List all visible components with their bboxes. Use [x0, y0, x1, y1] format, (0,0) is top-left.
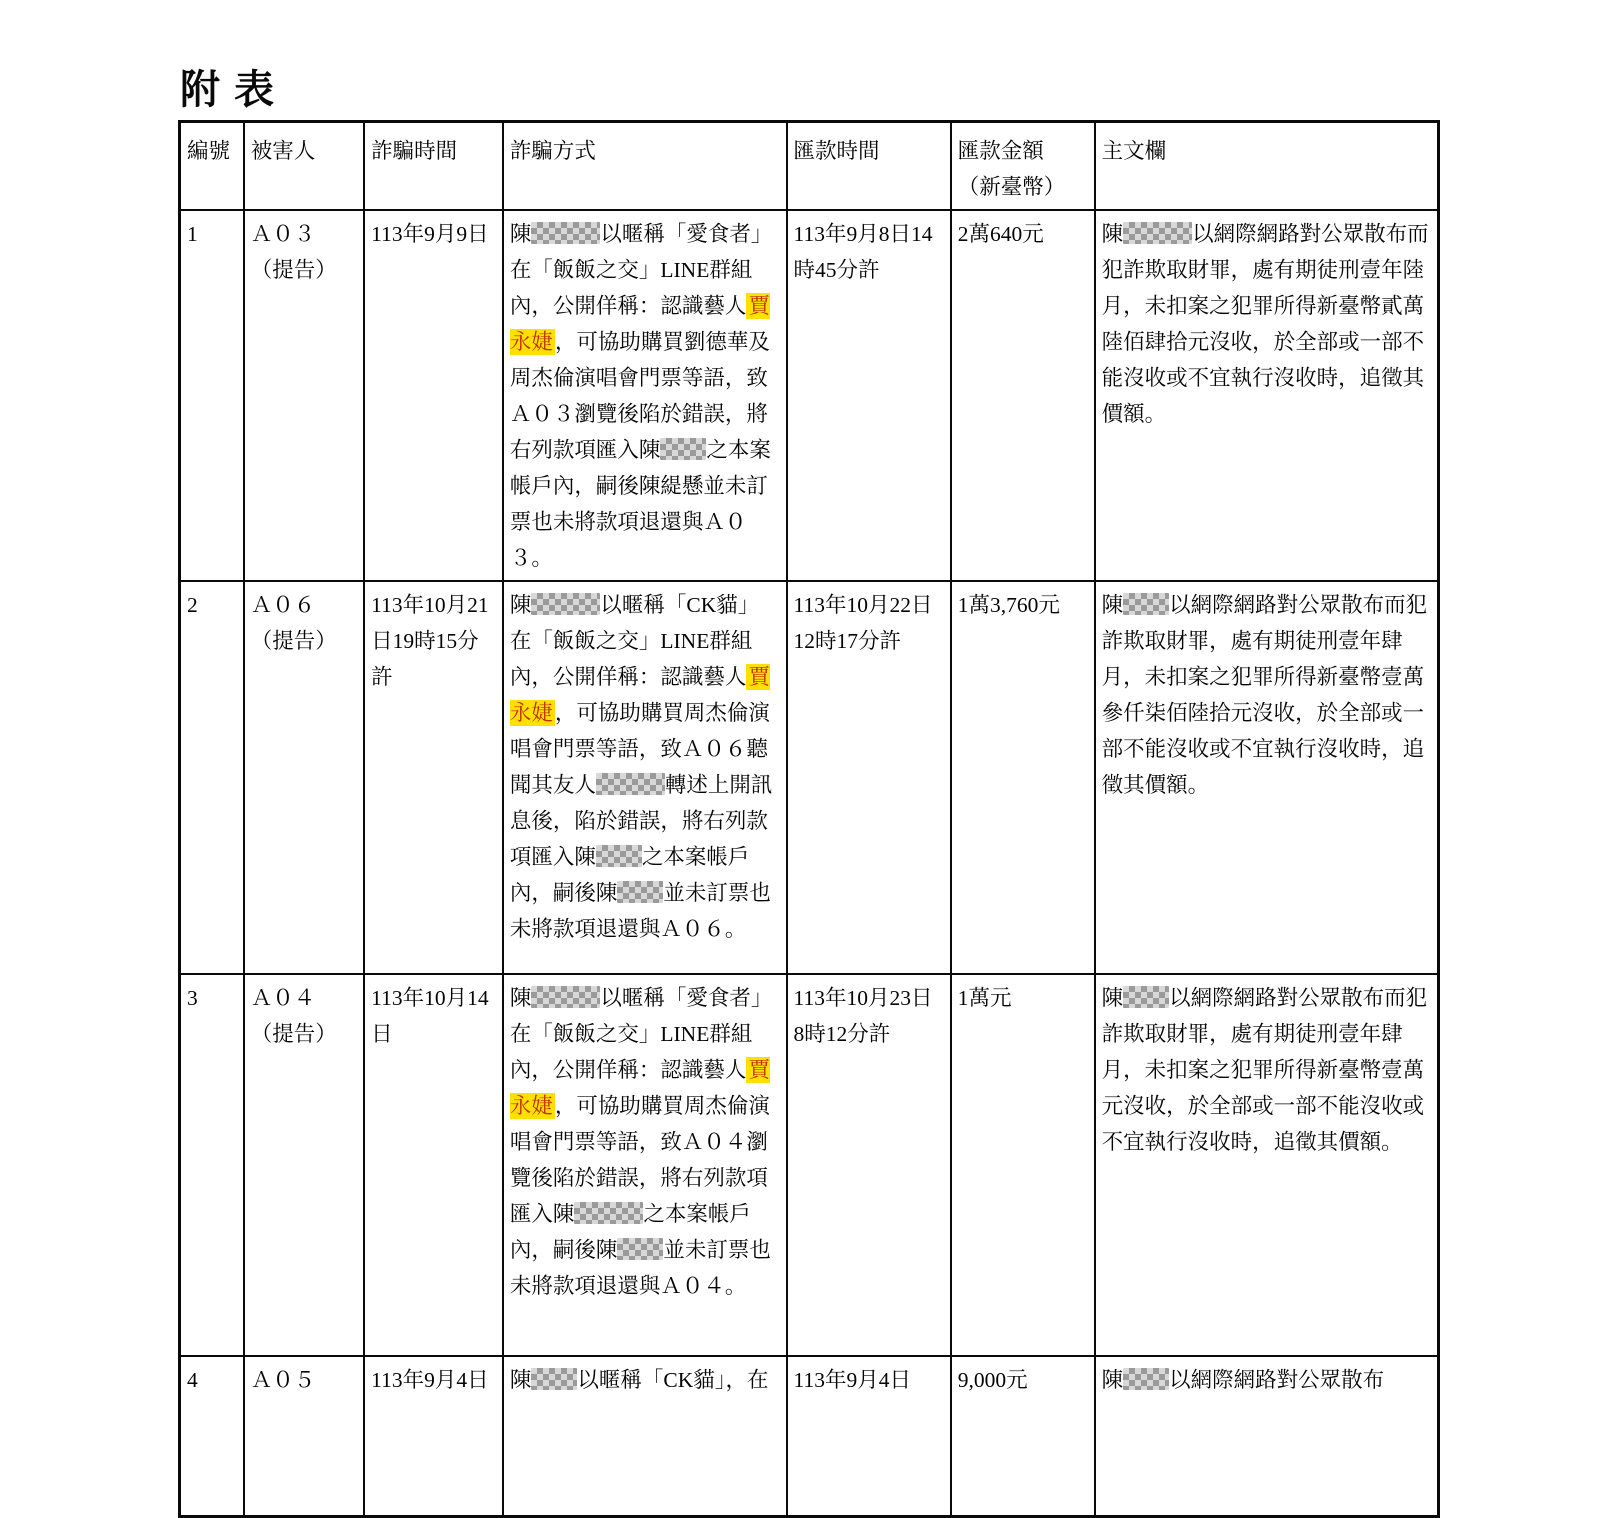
- redacted-name-block: [1123, 222, 1192, 244]
- text-segment: 陳: [509, 986, 532, 1010]
- cell-fraud-time: 113年10月14日: [364, 974, 503, 1356]
- text-segment: 轉述上開訊息後，陷於錯誤，將右列款項匯入陳: [509, 773, 773, 869]
- highlighted-name: 賈永婕: [509, 665, 770, 725]
- header-remit-time: 匯款時間: [787, 122, 951, 211]
- text-segment: 之本案帳戶內，嗣後陳: [509, 845, 750, 905]
- header-num: 編號: [180, 122, 244, 211]
- text-segment: 以暱稱「CK貓」，在: [577, 1368, 769, 1392]
- victim-label: （提告）: [250, 629, 337, 653]
- cell-method: [503, 1356, 787, 1516]
- cell-verdict: [1095, 210, 1439, 581]
- cell-verdict: [1095, 1356, 1439, 1516]
- text-segment: 以網際網路對公眾散布而犯詐欺取財罪，處有期徒刑壹年陸月，未扣案之犯罪所得新臺幣貳萬陸佰肆拾元沒收，於全部或一部不能沒收或不宜執行沒收時，追徵其價額。: [1101, 222, 1429, 426]
- cell-num: 3: [180, 974, 244, 1356]
- text-segment: ，可協助購買劉德華及周杰倫演唱會門票等語，致Ａ０３瀏覽後陷於錯誤，將右列款項匯入陳: [509, 330, 770, 462]
- text-segment: 陳: [1101, 1368, 1124, 1392]
- table-row: [180, 1356, 1439, 1516]
- victim-label: Ａ０３: [250, 222, 316, 246]
- redacted-name-block: [531, 222, 600, 244]
- cell-num: 1: [180, 210, 244, 581]
- header-fraud-time: 詐騙時間: [364, 122, 503, 211]
- cell-fraud-time: 113年10月21日19時15分許: [364, 581, 503, 974]
- text-segment: 以網際網路對公眾散布而犯詐欺取財罪，處有期徒刑壹年肆月，未扣案之犯罪所得新臺幣壹萬參仟柒佰陸拾元沒收，於全部或一部不能沒收或不宜執行沒收時，追徵其價額。: [1101, 593, 1428, 797]
- header-victim: 被害人: [244, 122, 364, 211]
- cell-amount: 1萬3,760元: [951, 581, 1095, 974]
- redacted-name-block: [531, 1368, 577, 1390]
- text-segment: ，可協助購買周杰倫演唱會門票等語，致Ａ０６聽聞其友人: [509, 701, 770, 797]
- victim-label: Ａ０５: [250, 1368, 316, 1392]
- text-segment: 陳: [1101, 222, 1124, 246]
- table-row: [180, 974, 1439, 1356]
- victim-label: Ａ０４: [250, 986, 316, 1010]
- table-header-row: [180, 122, 1439, 211]
- text-segment: 陳: [509, 593, 532, 617]
- redacted-name-block: [574, 1202, 643, 1224]
- highlighted-name: 賈永婕: [509, 1058, 770, 1118]
- text-segment: 之本案帳戶內，嗣後陳: [509, 1202, 751, 1262]
- redacted-name-block: [1123, 593, 1169, 615]
- redacted-name-block: [596, 773, 665, 795]
- text-segment: 以暱稱「愛食者」在「飯飯之交」LINE群組內，公開佯稱：認識藝人: [509, 222, 773, 318]
- text-segment: 陳: [509, 1368, 532, 1392]
- table-body: [180, 210, 1439, 1516]
- cell-remit-time: 113年9月4日: [787, 1356, 951, 1516]
- header-amount-line1: 匯款金額: [957, 139, 1044, 163]
- cell-num: 4: [180, 1356, 244, 1516]
- page-title: 附表: [180, 67, 288, 112]
- cell-verdict: [1095, 581, 1439, 974]
- redacted-name-block: [1123, 986, 1169, 1008]
- text-segment: 以暱稱「CK貓」在「飯飯之交」LINE群組內，公開佯稱：認識藝人: [509, 593, 760, 689]
- text-segment: 陳: [509, 222, 532, 246]
- victim-label: （提告）: [250, 1022, 337, 1046]
- redacted-name-block: [1123, 1368, 1169, 1390]
- redacted-name-block: [617, 881, 663, 903]
- header-amount: [951, 122, 1095, 211]
- cell-method: [503, 974, 787, 1356]
- cell-victim: [244, 210, 364, 581]
- table-row: [180, 581, 1439, 974]
- text-segment: ，可協助購買周杰倫演唱會門票等語，致Ａ０４瀏覽後陷於錯誤，將右列款項匯入陳: [509, 1094, 770, 1226]
- cell-fraud-time: 113年9月9日: [364, 210, 503, 581]
- table-header: [180, 122, 1439, 211]
- cell-remit-time: 113年10月23日8時12分許: [787, 974, 951, 1356]
- redacted-name-block: [596, 845, 642, 867]
- text-segment: 以網際網路對公眾散布而犯詐欺取財罪，處有期徒刑壹年肆月，未扣案之犯罪所得新臺幣壹萬元沒收，於全部或一部不能沒收或不宜執行沒收時，追徵其價額。: [1101, 986, 1428, 1154]
- header-amount-line2: （新臺幣）: [957, 175, 1066, 199]
- cell-amount: 9,000元: [951, 1356, 1095, 1516]
- appendix-table: [178, 120, 1440, 1518]
- redacted-name-block: [531, 593, 600, 615]
- cell-amount: 2萬640元: [951, 210, 1095, 581]
- redacted-name-block: [531, 986, 600, 1008]
- text-segment: 陳: [1101, 593, 1124, 617]
- cell-fraud-time: 113年9月4日: [364, 1356, 503, 1516]
- cell-victim: [244, 1356, 364, 1516]
- text-segment: 並未訂票也未將款項退還與Ａ０４。: [509, 1238, 771, 1298]
- cell-verdict: [1095, 974, 1439, 1356]
- table-row: [180, 210, 1439, 581]
- text-segment: 以網際網路對公眾散布: [1169, 1368, 1385, 1392]
- cell-num: 2: [180, 581, 244, 974]
- header-fraud-method: 詐騙方式: [503, 122, 787, 211]
- text-segment: 陳: [1101, 986, 1124, 1010]
- cell-method: [503, 581, 787, 974]
- victim-label: （提告）: [250, 258, 337, 282]
- cell-amount: 1萬元: [951, 974, 1095, 1356]
- cell-remit-time: 113年10月22日12時17分許: [787, 581, 951, 974]
- redacted-name-block: [660, 438, 706, 460]
- cell-method: [503, 210, 787, 581]
- cell-victim: [244, 581, 364, 974]
- victim-label: Ａ０６: [250, 593, 316, 617]
- cell-victim: [244, 974, 364, 1356]
- cell-remit-time: 113年9月8日14時45分許: [787, 210, 951, 581]
- highlighted-name: 賈永婕: [509, 294, 770, 354]
- text-segment: 之本案帳戶內，嗣後陳緹懸並未訂票也未將款項退還與Ａ０３。: [509, 438, 771, 570]
- header-verdict: 主文欄: [1095, 122, 1439, 211]
- text-segment: 並未訂票也未將款項退還與Ａ０６。: [509, 881, 771, 941]
- text-segment: 以暱稱「愛食者」在「飯飯之交」LINE群組內，公開佯稱：認識藝人: [509, 986, 773, 1082]
- redacted-name-block: [617, 1238, 663, 1260]
